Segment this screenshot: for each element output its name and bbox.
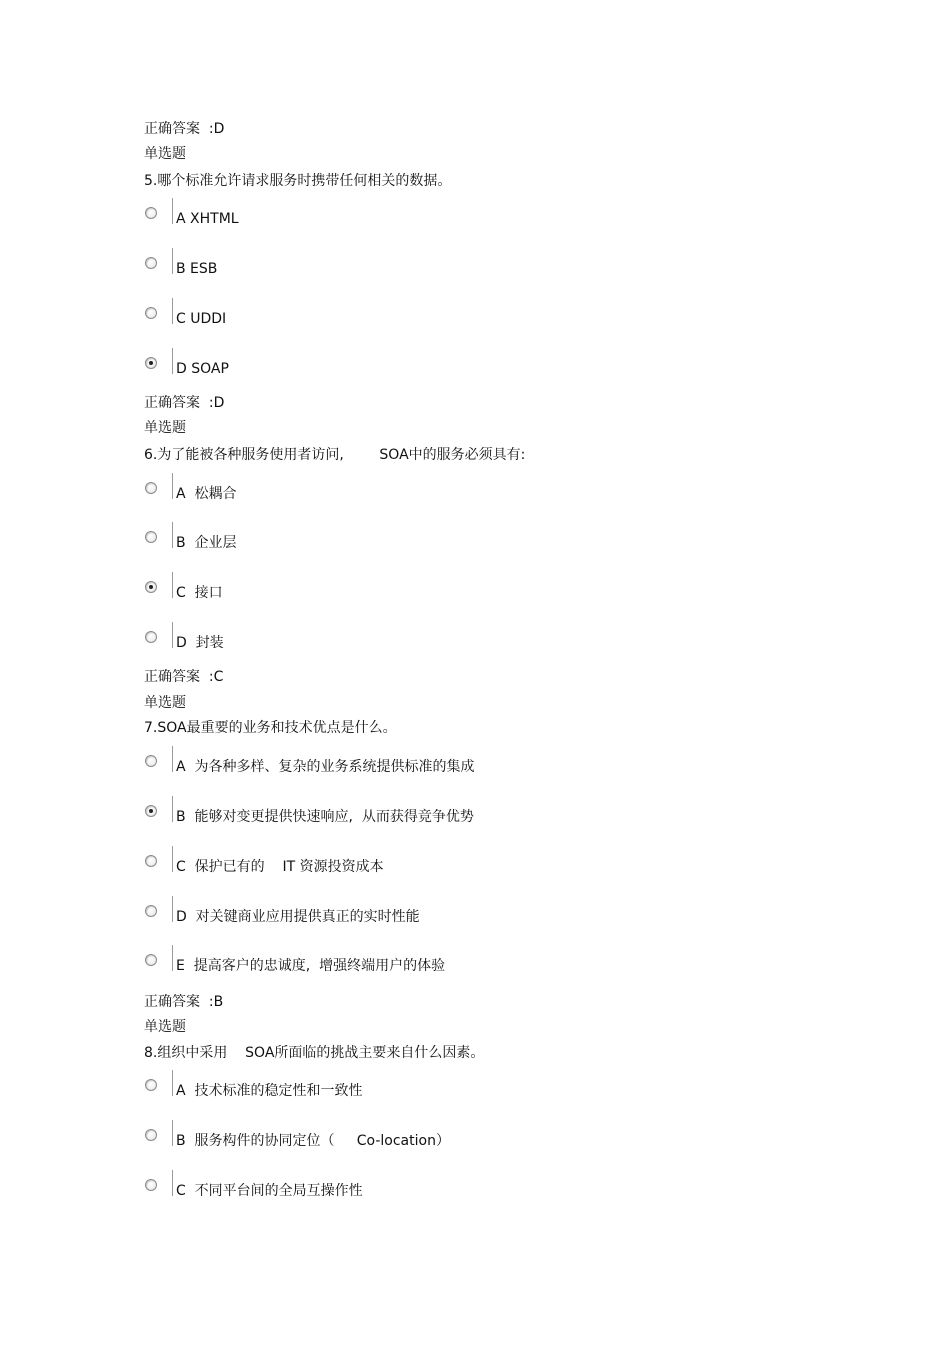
divider — [172, 746, 173, 772]
divider — [172, 1170, 173, 1196]
option-label: C 不同平台间的全局互操作性 — [176, 1183, 363, 1199]
option-label: C UDDI — [176, 311, 227, 327]
option-q6-d[interactable] — [144, 631, 904, 665]
option-label: D SOAP — [176, 361, 229, 377]
question-type-q8: 单选题 — [144, 1019, 186, 1035]
question-title-q5: 5.哪个标准允许请求服务时携带任何相关的数据。 — [144, 173, 452, 189]
radio-button-checked[interactable] — [145, 805, 157, 817]
option-q7-c[interactable] — [144, 855, 904, 889]
divider — [172, 896, 173, 922]
option-label: E 提高客户的忠诚度, 增强终端用户的体验 — [176, 958, 446, 974]
option-label: B 能够对变更提供快速响应, 从而获得竞争优势 — [176, 809, 474, 825]
option-q7-b[interactable] — [144, 805, 904, 839]
answer-q6: 正确答案 :C — [144, 669, 224, 685]
option-q7-d[interactable] — [144, 905, 904, 939]
radio-button[interactable] — [145, 307, 157, 319]
radio-button[interactable] — [145, 755, 157, 767]
option-label: A 松耦合 — [176, 486, 237, 502]
divider — [172, 248, 173, 274]
divider — [172, 298, 173, 324]
option-q6-a[interactable] — [144, 482, 904, 516]
option-label: A 技术标准的稳定性和一致性 — [176, 1083, 363, 1099]
option-label: B 服务构件的协同定位（ Co-location） — [176, 1133, 450, 1149]
question-title-q7: 7.SOA最重要的业务和技术优点是什么。 — [144, 720, 397, 736]
divider — [172, 1120, 173, 1146]
option-q5-c[interactable] — [144, 307, 904, 341]
answer-q5: 正确答案 :D — [144, 395, 225, 411]
divider — [172, 522, 173, 548]
option-q5-b[interactable] — [144, 257, 904, 291]
radio-button-checked[interactable] — [145, 357, 157, 369]
option-label: D 对关键商业应用提供真正的实时性能 — [176, 909, 420, 925]
divider — [172, 846, 173, 872]
question-type-q6: 单选题 — [144, 420, 186, 436]
option-label: B 企业层 — [176, 535, 237, 551]
radio-button[interactable] — [145, 1179, 157, 1191]
question-title-q8: 8.组织中采用 SOA所面临的挑战主要来自什么因素。 — [144, 1045, 485, 1061]
option-label: C 保护已有的 IT 资源投资成本 — [176, 859, 384, 875]
question-type-q5: 单选题 — [144, 146, 186, 162]
radio-button[interactable] — [145, 482, 157, 494]
option-label: C 接口 — [176, 585, 223, 601]
radio-button[interactable] — [145, 954, 157, 966]
question-type-q7: 单选题 — [144, 695, 186, 711]
divider — [172, 622, 173, 648]
divider — [172, 473, 173, 499]
option-q6-c[interactable] — [144, 581, 904, 615]
radio-button-checked[interactable] — [145, 581, 157, 593]
radio-button[interactable] — [145, 1079, 157, 1091]
option-label: D 封装 — [176, 635, 224, 651]
divider — [172, 796, 173, 822]
answer-q4: 正确答案 :D — [144, 121, 225, 137]
radio-button[interactable] — [145, 631, 157, 643]
option-q5-a[interactable] — [144, 207, 904, 241]
radio-button[interactable] — [145, 207, 157, 219]
divider — [172, 198, 173, 224]
option-label: B ESB — [176, 261, 218, 277]
option-label: A XHTML — [176, 211, 239, 227]
radio-button[interactable] — [145, 855, 157, 867]
divider — [172, 945, 173, 971]
option-label: A 为各种多样、复杂的业务系统提供标准的集成 — [176, 759, 475, 775]
question-title-q6: 6.为了能被各种服务使用者访问, SOA中的服务必须具有: — [144, 447, 526, 463]
option-q8-b[interactable] — [144, 1129, 904, 1163]
radio-button[interactable] — [145, 531, 157, 543]
divider — [172, 572, 173, 598]
radio-button[interactable] — [145, 1129, 157, 1141]
option-q6-b[interactable] — [144, 531, 904, 565]
option-q8-a[interactable] — [144, 1079, 904, 1113]
option-q5-d[interactable] — [144, 357, 904, 391]
answer-q7: 正确答案 :B — [144, 994, 224, 1010]
divider — [172, 348, 173, 374]
option-q7-a[interactable] — [144, 755, 904, 789]
option-q8-c[interactable] — [144, 1179, 904, 1213]
option-q7-e[interactable] — [144, 954, 904, 988]
divider — [172, 1070, 173, 1096]
radio-button[interactable] — [145, 905, 157, 917]
radio-button[interactable] — [145, 257, 157, 269]
